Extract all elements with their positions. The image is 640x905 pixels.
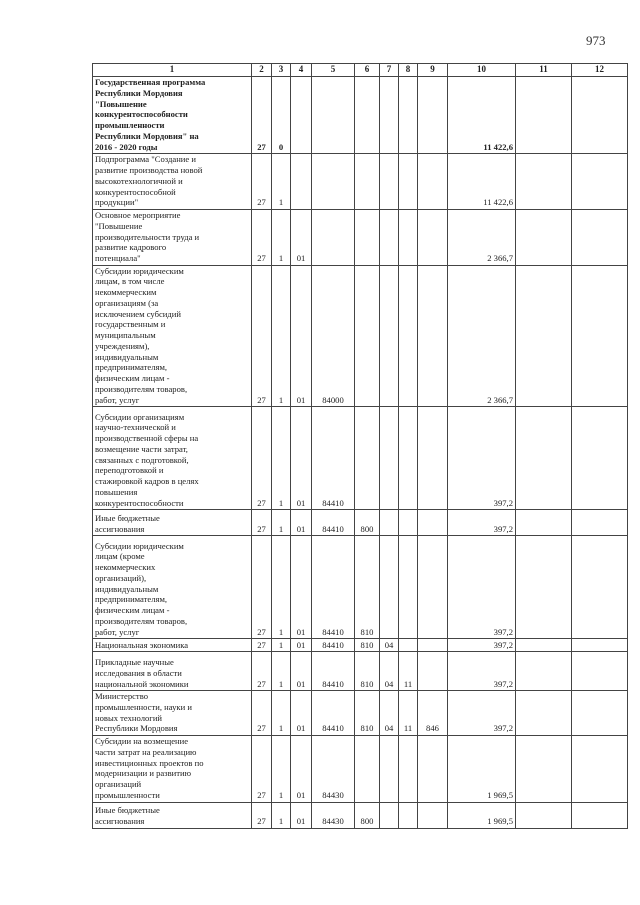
table-row [93, 736, 628, 802]
code-cell: 846 [418, 691, 448, 736]
code-cell [572, 210, 628, 266]
code-cell [418, 736, 448, 802]
code-cell: 27 [252, 652, 272, 691]
code-cell [516, 77, 572, 154]
code-cell [516, 691, 572, 736]
code-cell [399, 154, 418, 210]
code-cell: 1 [272, 802, 291, 828]
code-cell [380, 154, 399, 210]
row-name-cell: Субсидии юридическим лицам, в том числе некоммерческим организациям (за исключением субсидий государственным и муниципальным учреждениям), индивидуальным предпринимателям, физическим лицам - производителям товаров, работ, услуг [93, 265, 252, 407]
code-cell: 04 [380, 652, 399, 691]
code-cell [380, 536, 399, 639]
code-cell [572, 652, 628, 691]
code-cell: 11 [399, 652, 418, 691]
row-name-cell: Субсидии на возмещение части затрат на реализацию инвестиционных проектов по модернизации и развитию организаций промышленности [93, 736, 252, 802]
code-cell: 27 [252, 510, 272, 536]
code-cell: 04 [380, 639, 399, 652]
col-header: 2 [252, 64, 272, 77]
code-cell: 810 [355, 639, 380, 652]
code-cell: 27 [252, 154, 272, 210]
code-cell: 1 [272, 154, 291, 210]
code-cell [516, 407, 572, 510]
code-cell [572, 407, 628, 510]
code-cell: 01 [291, 639, 312, 652]
row-name-cell: Основное мероприятие "Повышение производительности труда и развитие кадрового потенциала" [93, 210, 252, 266]
code-cell [418, 639, 448, 652]
code-cell: 84410 [312, 691, 355, 736]
code-cell: 84410 [312, 639, 355, 652]
code-cell: 27 [252, 265, 272, 407]
code-cell: 01 [291, 510, 312, 536]
code-cell [572, 736, 628, 802]
code-cell: 1 [272, 691, 291, 736]
code-cell [516, 265, 572, 407]
code-cell: 27 [252, 736, 272, 802]
code-cell [399, 265, 418, 407]
amount-cell: 11 422,6 [448, 77, 516, 154]
code-cell [380, 77, 399, 154]
code-cell [355, 77, 380, 154]
code-cell: 84410 [312, 536, 355, 639]
code-cell [516, 510, 572, 536]
amount-cell: 1 969,5 [448, 802, 516, 828]
code-cell [418, 652, 448, 691]
code-cell: 27 [252, 691, 272, 736]
code-cell [380, 265, 399, 407]
code-cell [572, 639, 628, 652]
col-header: 12 [572, 64, 628, 77]
code-cell [355, 210, 380, 266]
code-cell: 1 [272, 265, 291, 407]
budget-table [92, 63, 628, 829]
code-cell: 27 [252, 802, 272, 828]
code-cell [399, 802, 418, 828]
code-cell [572, 536, 628, 639]
row-name-cell: Иные бюджетные ассигнования [93, 802, 252, 828]
code-cell: 01 [291, 536, 312, 639]
code-cell: 01 [291, 210, 312, 266]
amount-cell: 2 366,7 [448, 265, 516, 407]
code-cell: 11 [399, 691, 418, 736]
code-cell: 27 [252, 210, 272, 266]
code-cell: 810 [355, 691, 380, 736]
code-cell [380, 210, 399, 266]
amount-cell: 397,2 [448, 639, 516, 652]
code-cell [312, 77, 355, 154]
table-row [93, 210, 628, 266]
code-cell: 84410 [312, 407, 355, 510]
code-cell: 800 [355, 802, 380, 828]
code-cell [516, 210, 572, 266]
code-cell [418, 802, 448, 828]
row-name-cell: Подпрограмма "Создание и развитие производства новой высокотехнологичной и конкурентоспособной продукции" [93, 154, 252, 210]
amount-cell: 397,2 [448, 510, 516, 536]
col-header: 10 [448, 64, 516, 77]
code-cell [399, 736, 418, 802]
code-cell [516, 536, 572, 639]
code-cell [355, 154, 380, 210]
table-row [93, 407, 628, 510]
row-name-cell: Субсидии юридическим лицам (кроме некоммерческих организаций), индивидуальным предпринимателям, физическим лицам - производителям товаров, работ, услуг [93, 536, 252, 639]
code-cell: 01 [291, 407, 312, 510]
code-cell [572, 265, 628, 407]
code-cell: 810 [355, 536, 380, 639]
code-cell: 1 [272, 536, 291, 639]
code-cell [572, 510, 628, 536]
amount-cell: 397,2 [448, 536, 516, 639]
code-cell [418, 536, 448, 639]
code-cell: 01 [291, 691, 312, 736]
code-cell [418, 407, 448, 510]
code-cell: 1 [272, 510, 291, 536]
row-name-cell: Государственная программа Республики Мордовия "Повышение конкурентоспособности промышленности Республики Мордовия" на 2016 - 2020 годы [93, 77, 252, 154]
row-name-cell: Прикладные научные исследования в области национальной экономики [93, 652, 252, 691]
table-row [93, 536, 628, 639]
amount-cell: 11 422,6 [448, 154, 516, 210]
code-cell [516, 736, 572, 802]
col-header: 7 [380, 64, 399, 77]
col-header: 1 [93, 64, 252, 77]
code-cell: 01 [291, 802, 312, 828]
code-cell: 84410 [312, 652, 355, 691]
amount-cell: 1 969,5 [448, 736, 516, 802]
code-cell: 01 [291, 265, 312, 407]
code-cell [572, 802, 628, 828]
table-row [93, 510, 628, 536]
code-cell: 1 [272, 407, 291, 510]
code-cell [572, 154, 628, 210]
code-cell: 27 [252, 536, 272, 639]
code-cell [312, 154, 355, 210]
code-cell [418, 154, 448, 210]
table-row [93, 639, 628, 652]
table-row [93, 691, 628, 736]
code-cell: 01 [291, 736, 312, 802]
code-cell: 810 [355, 652, 380, 691]
code-cell [380, 802, 399, 828]
code-cell: 84430 [312, 802, 355, 828]
code-cell [418, 77, 448, 154]
code-cell: 84410 [312, 510, 355, 536]
code-cell [380, 510, 399, 536]
table-row [93, 265, 628, 407]
col-header: 11 [516, 64, 572, 77]
code-cell: 1 [272, 736, 291, 802]
code-cell: 84430 [312, 736, 355, 802]
code-cell [516, 154, 572, 210]
code-cell: 01 [291, 652, 312, 691]
row-name-cell: Иные бюджетные ассигнования [93, 510, 252, 536]
col-header: 8 [399, 64, 418, 77]
code-cell [291, 77, 312, 154]
code-cell: 1 [272, 210, 291, 266]
code-cell [291, 154, 312, 210]
table-row [93, 154, 628, 210]
table-body [93, 77, 628, 828]
code-cell [572, 77, 628, 154]
row-name-cell: Национальная экономика [93, 639, 252, 652]
table-row [93, 77, 628, 154]
code-cell [312, 210, 355, 266]
row-name-cell: Субсидии организациям научно-технической и производственной сферы на возмещение части затрат, связанных с подготовкой, переподготовкой и стажировкой кадров в целях повышения конкурентоспособности [93, 407, 252, 510]
code-cell [516, 802, 572, 828]
table-row [93, 652, 628, 691]
col-header: 6 [355, 64, 380, 77]
code-cell [355, 265, 380, 407]
amount-cell: 397,2 [448, 691, 516, 736]
table-row [93, 802, 628, 828]
code-cell: 04 [380, 691, 399, 736]
code-cell [418, 265, 448, 407]
code-cell [355, 407, 380, 510]
code-cell: 84000 [312, 265, 355, 407]
code-cell [516, 652, 572, 691]
code-cell [399, 77, 418, 154]
code-cell [380, 407, 399, 510]
row-name-cell: Министерство промышленности, науки и новых технологий Республики Мордовия [93, 691, 252, 736]
code-cell [399, 407, 418, 510]
code-cell: 27 [252, 407, 272, 510]
col-header: 3 [272, 64, 291, 77]
code-cell [572, 691, 628, 736]
code-cell: 1 [272, 639, 291, 652]
amount-cell: 397,2 [448, 407, 516, 510]
code-cell [399, 536, 418, 639]
code-cell [380, 736, 399, 802]
code-cell: 27 [252, 639, 272, 652]
code-cell: 1 [272, 652, 291, 691]
code-cell [355, 736, 380, 802]
col-header: 5 [312, 64, 355, 77]
col-header: 9 [418, 64, 448, 77]
col-header: 4 [291, 64, 312, 77]
code-cell [399, 510, 418, 536]
amount-cell: 2 366,7 [448, 210, 516, 266]
code-cell [418, 510, 448, 536]
code-cell [399, 210, 418, 266]
code-cell [418, 210, 448, 266]
amount-cell: 397,2 [448, 652, 516, 691]
code-cell: 27 [252, 77, 272, 154]
code-cell: 800 [355, 510, 380, 536]
code-cell [399, 639, 418, 652]
header-row [93, 64, 628, 77]
code-cell: 0 [272, 77, 291, 154]
page-number: 973 [586, 33, 606, 48]
code-cell [516, 639, 572, 652]
